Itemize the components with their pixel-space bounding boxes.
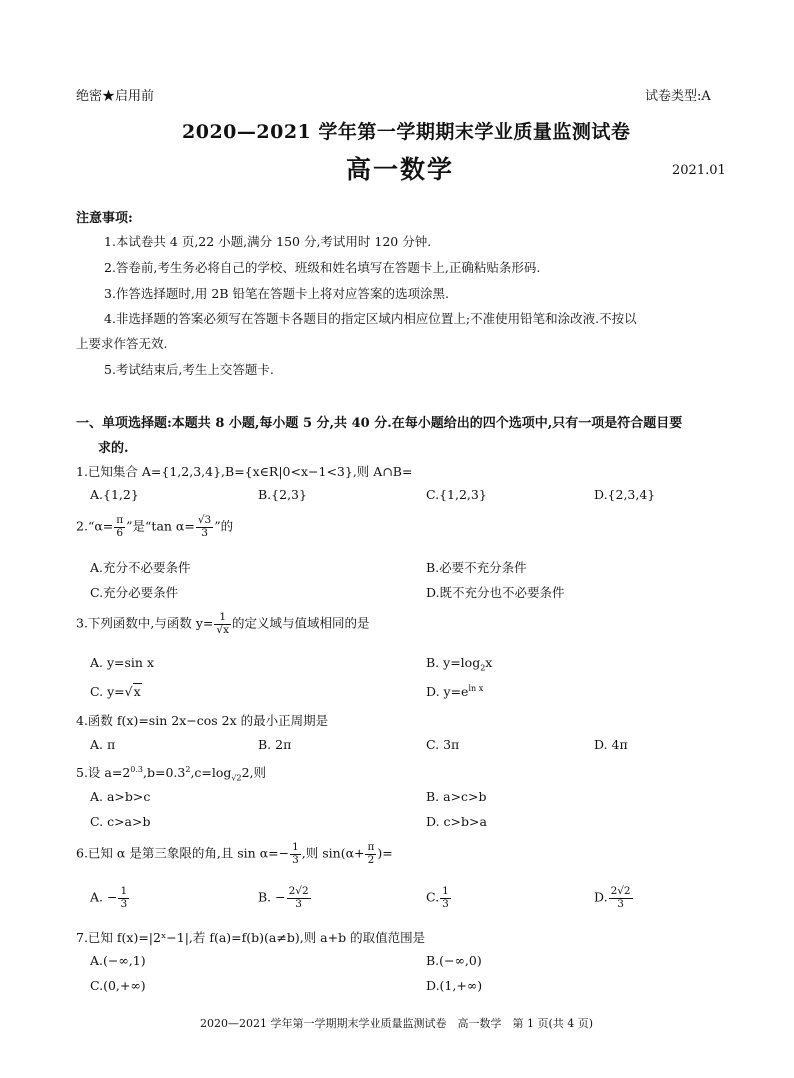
q2-option-a: A.充分不必要条件 bbox=[90, 560, 191, 575]
question-5-stem: 5.设 $a=2^{0.3},b=0.3^2,c=\log_{√2}2$,则 bbox=[76, 764, 267, 783]
subject-title: 高一数学 bbox=[346, 155, 455, 184]
q3-option-a: A. y=sin x bbox=[90, 655, 154, 670]
notes-title: 注意事项: bbox=[76, 211, 133, 226]
q5-option-b: B. a>c>b bbox=[426, 789, 487, 804]
q4-option-a: A. π bbox=[90, 737, 116, 752]
q6-option-d: D. $\frac{2√2}{3}$ bbox=[594, 885, 631, 910]
q2-option-c: C.充分必要条件 bbox=[90, 585, 179, 600]
q3-fraction: $\frac{1}{√x}$ bbox=[216, 611, 230, 636]
exam-title: 2020—2021 学年第一学期期末学业质量监测试卷 bbox=[182, 121, 631, 143]
q1-option-c: C.{1,2,3} bbox=[426, 487, 487, 502]
q2-option-d: D.既不充分也不必要条件 bbox=[426, 585, 565, 600]
exam-date: 2021.01 bbox=[672, 163, 726, 178]
question-6-stem: 6.已知 α 是第三象限的角,且 sin α=− $\frac{1}{3}$ ,则 sin(α+ $\frac{\pi}{2}$ )= bbox=[76, 841, 393, 866]
question-7-stem: 7.已知 f(x)=|2ˣ−1|,若 f(a)=f(b)(a≠b),则 a+b 的取值范围是 bbox=[76, 930, 426, 945]
q1-option-b: B.{2,3} bbox=[258, 487, 307, 502]
q7-option-b: B.(−∞,0) bbox=[426, 953, 482, 968]
q5-option-d: D. c>b>a bbox=[426, 814, 487, 829]
q7-option-a: A.(−∞,1) bbox=[90, 953, 146, 968]
note-3: 3.作答选择题时,用 2B 铅笔在答题卡上将对应答案的选项涂黑. bbox=[104, 286, 449, 301]
section-heading-line2: 求的. bbox=[98, 441, 129, 456]
note-5: 5.考试结束后,考生上交答题卡. bbox=[104, 362, 274, 377]
q4-option-b: B. 2π bbox=[258, 737, 292, 752]
question-3-stem: 3.下列函数中,与函数 y= $\frac{1}{√x}$ 的定义域与值域相同的是 bbox=[76, 611, 370, 636]
q3-option-b: B. $y=\log_2x$ bbox=[426, 655, 493, 673]
note-2: 2.答卷前,考生务必将自己的学校、班级和姓名填写在答题卡上,正确粘贴条形码. bbox=[104, 260, 541, 275]
section-heading-line1: 一、单项选择题:本题共 8 小题,每小题 5 分,共 40 分.在每小题给出的四个选项中,只有一项是符合题目要 bbox=[76, 416, 683, 431]
confidential-label: 绝密★启用前 bbox=[76, 89, 155, 104]
q6-option-c: C. $\frac{1}{3}$ bbox=[426, 885, 449, 910]
q6-fraction-2: $\frac{\pi}{2}$ bbox=[367, 841, 375, 866]
q4-option-c: C. 3π bbox=[426, 737, 460, 752]
question-1-stem: 1.已知集合 A={1,2,3,4},B={x∈R|0<x−1<3},则 A∩B= bbox=[76, 464, 413, 479]
q6-option-a: A. − $\frac{1}{3}$ bbox=[90, 885, 128, 910]
q6-fraction-1: $\frac{1}{3}$ bbox=[292, 841, 299, 866]
q1-option-a: A.{1,2} bbox=[90, 487, 139, 502]
paper-type-label: 试卷类型:A bbox=[645, 89, 711, 104]
note-1: 1.本试卷共 4 页,22 小题,满分 150 分,考试用时 120 分钟. bbox=[104, 234, 432, 249]
q3-option-d: D. $y=e^{ln x}$ bbox=[426, 684, 484, 700]
q6-option-b: B. − $\frac{2√2}{3}$ bbox=[258, 885, 309, 910]
q5-option-a: A. a>b>c bbox=[90, 789, 151, 804]
q2-option-b: B.必要不充分条件 bbox=[426, 560, 527, 575]
q2-fraction-2: $\frac{√3}{3}$ bbox=[197, 514, 212, 539]
q4-option-d: D. 4π bbox=[594, 737, 628, 752]
q1-option-d: D.{2,3,4} bbox=[594, 487, 656, 502]
note-4-line1: 4.非选择题的答案必须写在答题卡各题目的指定区域内相应位置上;不准使用铅笔和涂改液.不按以 bbox=[104, 311, 637, 326]
q7-option-d: D.(1,+∞) bbox=[426, 978, 483, 993]
q5-option-c: C. c>a>b bbox=[90, 814, 151, 829]
q3-option-c: C. y=√x bbox=[90, 684, 141, 699]
q2-fraction-1: $\frac{\pi}{6}$ bbox=[116, 514, 124, 539]
question-4-stem: 4.函数 f(x)=sin 2x−cos 2x 的最小正周期是 bbox=[76, 713, 329, 728]
q7-option-c: C.(0,+∞) bbox=[90, 978, 146, 993]
question-2-stem: 2.“α= $\frac{\pi}{6}$ ”是“tan α= $\frac{√3}{3}$ ”的 bbox=[76, 514, 234, 539]
page-footer: 2020—2021 学年第一学期期末学业质量监测试卷 高一数学 第 1 页(共 4 页) bbox=[200, 1017, 594, 1030]
note-4-line2: 上要求作答无效. bbox=[76, 336, 168, 351]
